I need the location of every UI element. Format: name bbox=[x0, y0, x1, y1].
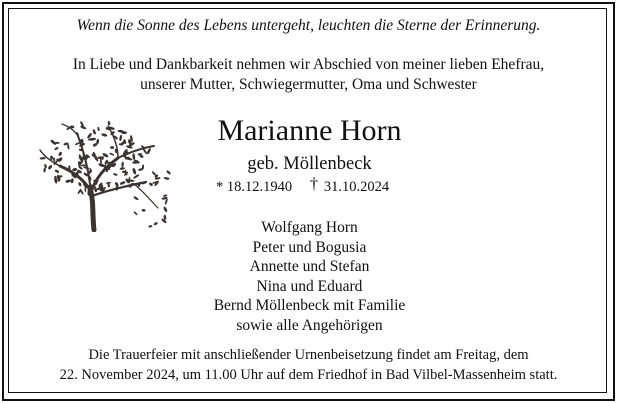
falling-leaf bbox=[161, 218, 167, 224]
tree-leaf bbox=[119, 134, 123, 141]
tree-leaf bbox=[109, 152, 114, 156]
death-date: 31.10.2024 bbox=[323, 179, 390, 195]
falling-leaf bbox=[166, 170, 171, 175]
falling-leaf bbox=[163, 206, 168, 213]
mourner-item: Peter und Bogusia bbox=[252, 238, 367, 256]
tree-leaf bbox=[121, 162, 124, 168]
notice-line-1: Die Trauerfeier mit anschließender Urnenbeisetzung findet am Freitag, dem bbox=[88, 347, 529, 363]
intro-line-1: In Liebe und Dankbarkeit nehmen wir Abschied von meiner lieben Ehefrau, bbox=[72, 56, 545, 73]
mourner-item: Wolfgang Horn bbox=[261, 219, 358, 236]
falling-leaf bbox=[133, 211, 138, 216]
life-dates bbox=[216, 176, 389, 196]
birth-date: * 18.12.1940 bbox=[216, 179, 293, 195]
falling-leaf bbox=[148, 182, 153, 187]
motto-text: Wenn die Sonne des Lebens untergeht, leuchten die Sterne der Erinnerung. bbox=[76, 17, 541, 34]
tree-leaf bbox=[44, 164, 47, 169]
falling-leaf bbox=[163, 177, 169, 180]
tree-leaf bbox=[101, 133, 108, 137]
falling-leaf bbox=[141, 209, 145, 212]
cross-icon: † bbox=[309, 174, 319, 193]
tree-leaf bbox=[92, 129, 96, 135]
birth-name: geb. Möllenbeck bbox=[247, 154, 372, 174]
falling-leaf bbox=[148, 225, 152, 228]
mourner-item: Nina und Eduard bbox=[256, 277, 363, 295]
tree-leaf bbox=[70, 178, 74, 183]
tree-leaf bbox=[133, 174, 140, 180]
tree-leaf bbox=[58, 151, 63, 156]
mourners-list bbox=[172, 218, 447, 336]
tree-leaf bbox=[72, 168, 77, 172]
tree-leaf bbox=[78, 182, 82, 187]
falling-leaf bbox=[163, 194, 168, 197]
tree-leaf bbox=[97, 127, 100, 132]
falling-leaf bbox=[133, 196, 139, 201]
falling-leaf bbox=[153, 222, 158, 226]
tree-leaf bbox=[113, 173, 118, 176]
tree-leaf bbox=[65, 179, 71, 183]
mourner-item: Bernd Möllenbeck mit Familie bbox=[213, 297, 406, 315]
deceased-name: Marianne Horn bbox=[217, 114, 402, 147]
tree-leaf bbox=[119, 181, 126, 186]
intro-line-2: unserer Mutter, Schwiegermutter, Oma und Schwester bbox=[140, 76, 477, 93]
tree-leaf bbox=[119, 167, 125, 170]
tree-leaf bbox=[43, 168, 46, 173]
tree-leaf bbox=[132, 153, 135, 160]
tree-leaf bbox=[98, 156, 103, 159]
tree-leaf bbox=[47, 164, 52, 170]
tree-leaf bbox=[54, 169, 59, 174]
tree-leaf bbox=[39, 157, 45, 160]
tree-leaf bbox=[54, 147, 59, 151]
tree-leaf bbox=[110, 146, 114, 149]
tree-leaf bbox=[107, 121, 110, 126]
tree-icon bbox=[34, 112, 174, 232]
mourner-item: Annette und Stefan bbox=[249, 258, 370, 276]
tree-leaf bbox=[132, 168, 137, 175]
mourner-item: sowie alle Angehörigen bbox=[236, 316, 383, 334]
notice-line-2: 22. November 2024, um 11.00 Uhr auf dem Friedhof in Bad Vilbel-Massenheim statt. bbox=[59, 367, 558, 383]
